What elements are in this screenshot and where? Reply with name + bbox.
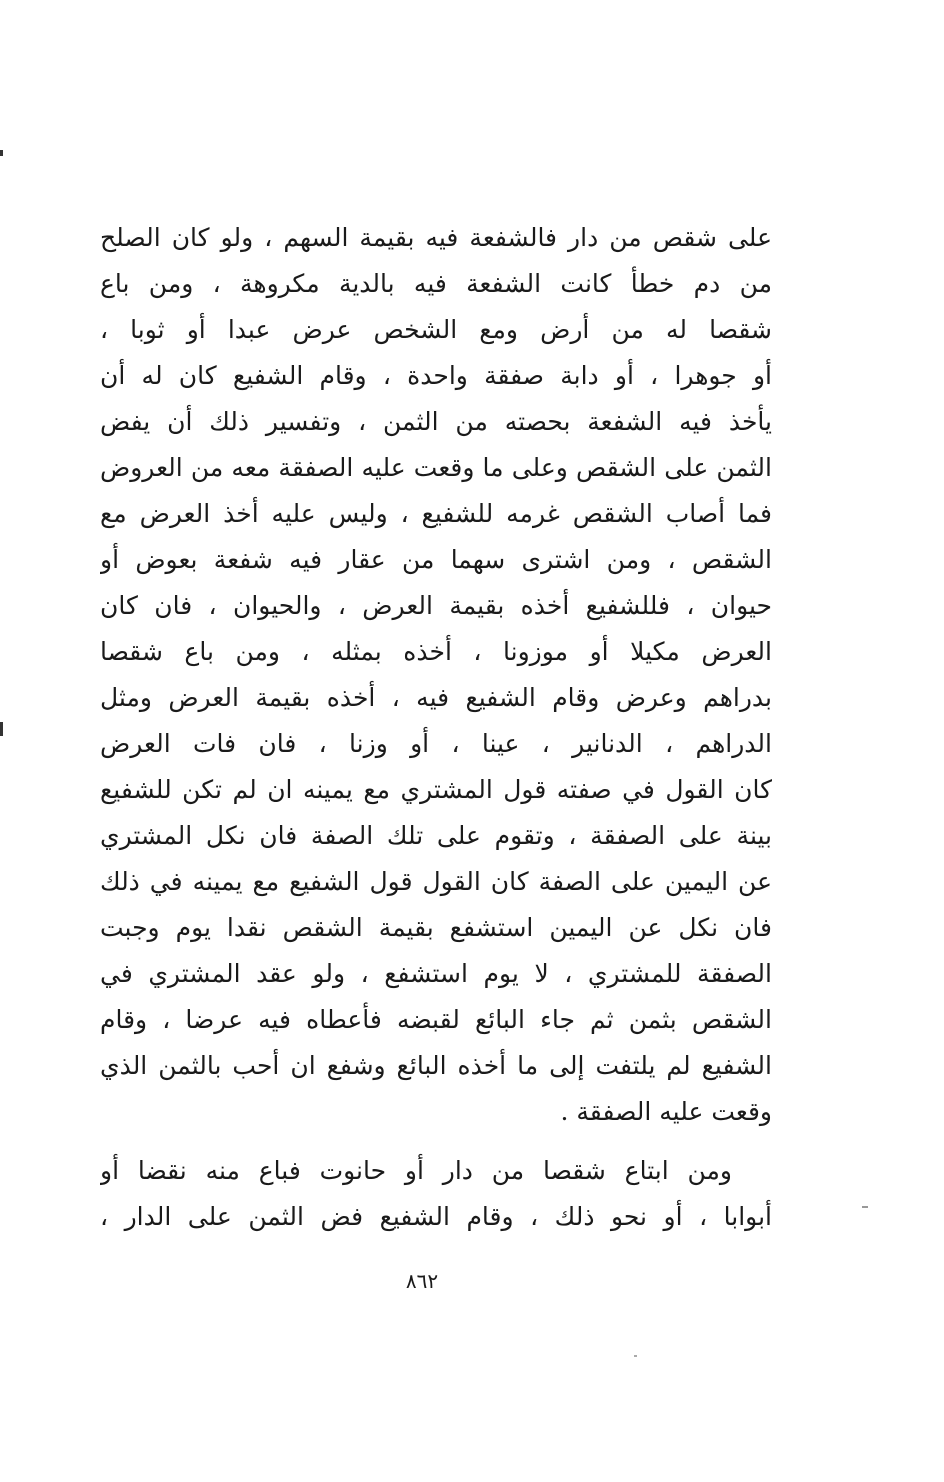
text-line: أو جوهرا ، أو دابة صفقة واحدة ، وقام الشفيع كان له أن — [100, 361, 772, 390]
text-line: الثمن على الشقص وعلى ما وقعت عليه الصفقة معه من العروض — [100, 453, 772, 482]
text-line: كان القول في صفته قول المشتري مع يمينه ان لم تكن للشفيع — [100, 775, 772, 804]
margin-mark — [634, 1355, 637, 1357]
paragraph-2 — [100, 1148, 772, 1240]
page-number: ٨٦٢ — [405, 1269, 439, 1293]
text-line: بدراهم وعرض وقام الشفيع فيه ، أخذه بقيمة العرض ومثل — [100, 683, 772, 712]
text-line: الدراهم ، الدنانير ، عينا ، أو وزنا ، فان فات العرض — [100, 729, 772, 758]
text-line: الشقص ، ومن اشترى سهما من عقار فيه شفعة بعوض أو — [100, 545, 772, 574]
text-line: يأخذ فيه الشفعة بحصته من الثمن ، وتفسير ذلك أن يفض — [100, 407, 772, 436]
margin-mark — [862, 1206, 868, 1208]
text-line: من دم خطأ كانت الشفعة فيه بالدية مكروهة ، ومن باع — [100, 269, 772, 298]
text-line: العرض مكيلا أو موزونا ، أخذه بمثله ، ومن باع شقصا — [100, 637, 772, 666]
text-line: حيوان ، فللشفيع أخذه بقيمة العرض ، والحيوان ، فان كان — [100, 591, 772, 620]
text-line: أبوابا ، أو نحو ذلك ، وقام الشفيع فض الثمن على الدار ، — [100, 1202, 772, 1231]
text-line: الصفقة للمشتري ، لا يوم استشفع ، ولو عقد المشتري في — [100, 959, 772, 988]
text-line: على شقص من دار فالشفعة فيه بقيمة السهم ، ولو كان الصلح — [100, 223, 772, 252]
text-line: الشقص بثمن ثم جاء البائع لقبضه فأعطاه فيه عرضا ، وقام — [100, 1005, 772, 1034]
text-line: وقعت عليه الصفقة . — [560, 1097, 772, 1126]
text-line: الشفيع لم يلتفت إلى ما أخذه البائع وشفع ان أحب بالثمن الذي — [100, 1051, 772, 1080]
text-line: عن اليمين على الصفة كان القول قول الشفيع مع يمينه في ذلك — [100, 867, 772, 896]
text-line: بينة على الصفقة ، وتقوم على تلك الصفة فان نكل المشتري — [100, 821, 772, 850]
margin-mark — [0, 150, 3, 156]
paragraph-1 — [100, 215, 772, 1135]
text-line: فان نكل عن اليمين استشفع بقيمة الشقص نقدا يوم وجبت — [100, 913, 772, 942]
text-line: شقصا له من أرض ومع الشخص عرض عبدا أو ثوبا ، — [100, 315, 772, 344]
margin-mark — [0, 722, 3, 736]
text-line: فما أصاب الشقص غرمه للشفيع ، وليس عليه أخذ العرض مع — [100, 499, 772, 528]
text-line: ومن ابتاع شقصا من دار أو حانوت فباع منه نقضا أو — [100, 1156, 732, 1185]
